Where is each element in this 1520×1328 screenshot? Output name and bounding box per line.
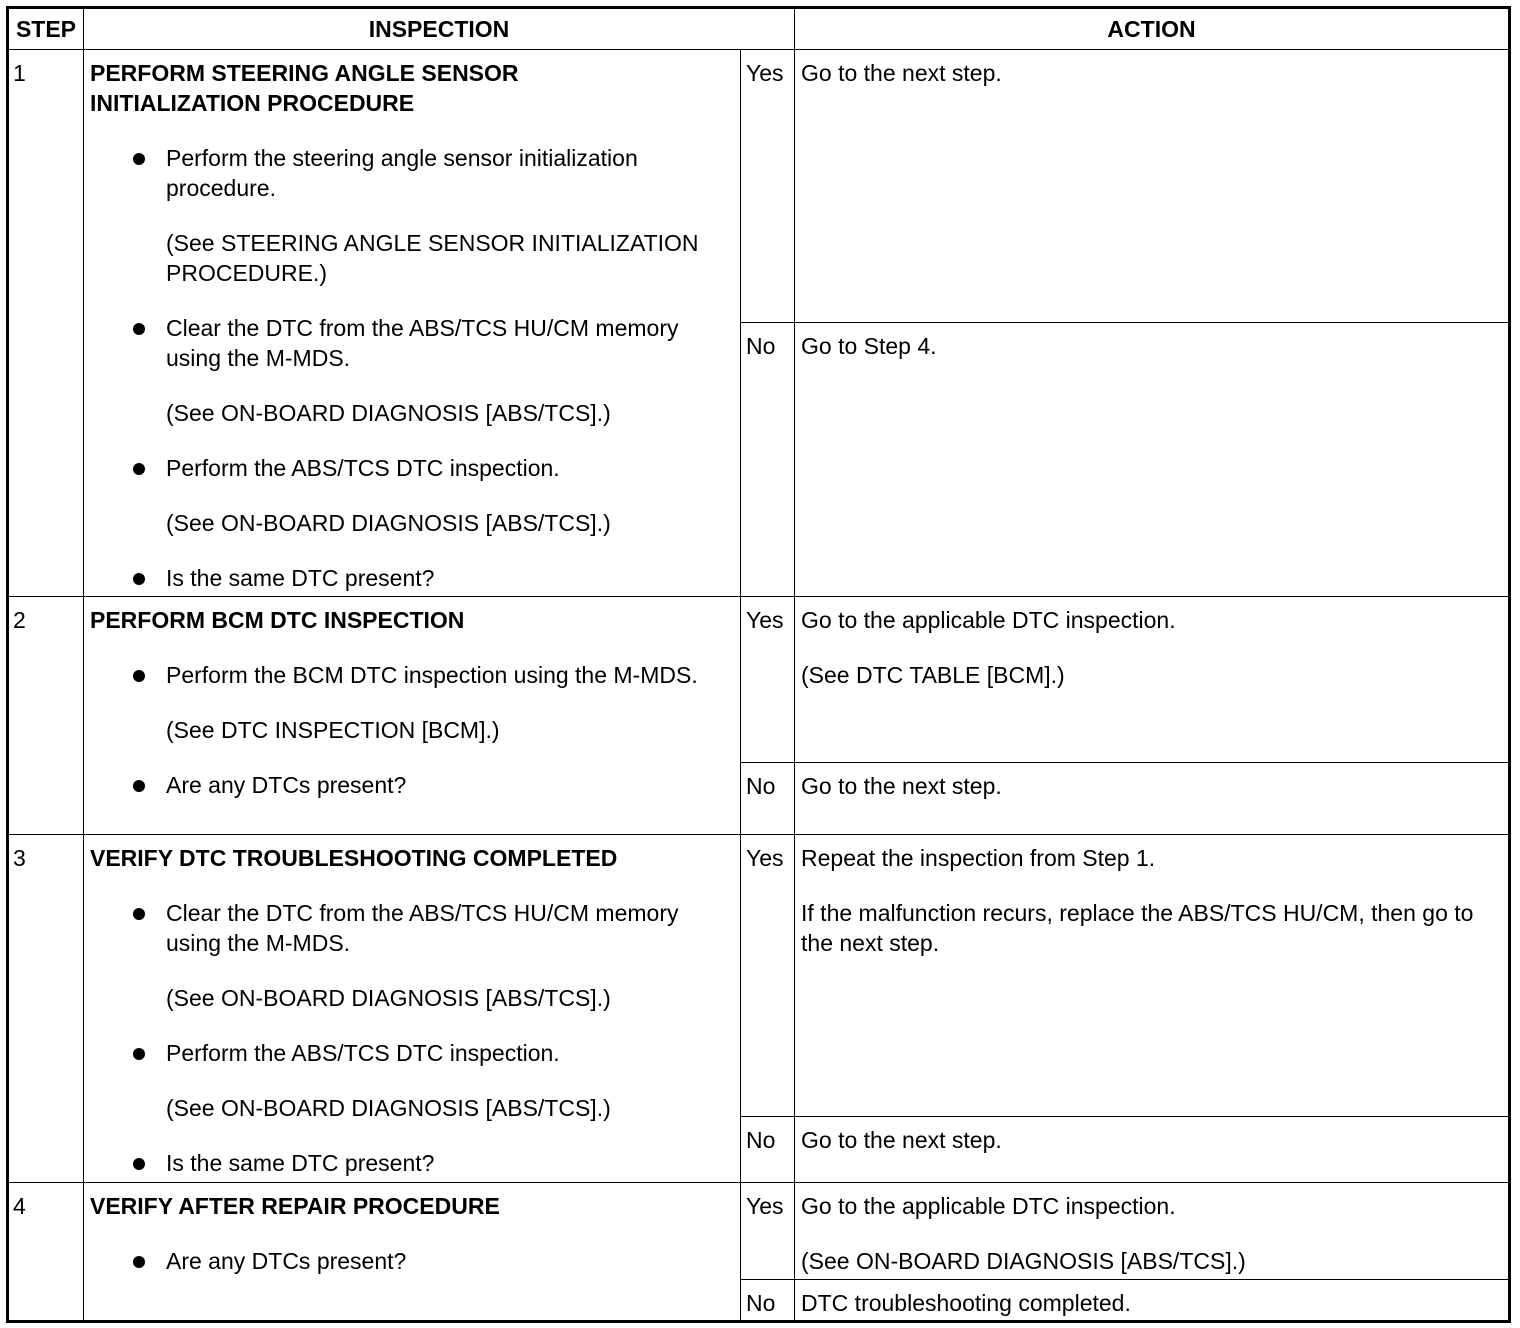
step-3-inspection	[84, 834, 741, 1182]
no-action: Go to Step 4.	[795, 323, 1510, 597]
diagnostic-table	[6, 6, 1511, 1323]
yes-action	[795, 834, 1510, 1116]
step-title: PERFORM BCM DTC INSPECTION	[90, 607, 465, 634]
bullet-icon	[133, 1256, 145, 1268]
yes-action	[795, 597, 1510, 762]
header-step: STEP	[8, 8, 84, 50]
step-number: 1	[8, 50, 84, 597]
reference-text: (See ON-BOARD DIAGNOSIS [ABS/TCS].)	[166, 400, 611, 427]
action-text: Repeat the inspection from Step 1.	[801, 844, 1156, 871]
bullet-item: Is the same DTC present?	[90, 563, 734, 593]
action-text: Go to the applicable DTC inspection.	[801, 607, 1176, 634]
reference-text: (See ON-BOARD DIAGNOSIS [ABS/TCS].)	[166, 1094, 611, 1121]
step-1-inspection	[84, 50, 741, 597]
yes-label: Yes	[741, 50, 795, 323]
bullet-item: Perform the BCM DTC inspection using the M-MDS.	[90, 660, 734, 690]
step-4-inspection	[84, 1182, 741, 1321]
bullet-item: Is the same DTC present?	[90, 1148, 734, 1178]
yes-label: Yes	[741, 834, 795, 1116]
bullet-item: Clear the DTC from the ABS/TCS HU/CM memory using the M-MDS.	[90, 313, 734, 373]
bullet-icon	[133, 908, 145, 920]
bullet-icon	[133, 153, 145, 165]
step-2-yes-row	[8, 597, 1510, 762]
yes-action: Go to the next step.	[795, 50, 1510, 323]
header-inspection: INSPECTION	[84, 8, 795, 50]
action-note: If the malfunction recurs, replace the ABS/TCS HU/CM, then go to the next step.	[801, 899, 1474, 956]
no-label: No	[741, 323, 795, 597]
action-reference: (See DTC TABLE [BCM].)	[801, 662, 1065, 689]
no-label: No	[741, 1116, 795, 1182]
bullet-item: Perform the steering angle sensor initialization procedure.	[90, 143, 734, 203]
bullet-item: Are any DTCs present?	[90, 1246, 734, 1276]
header-action: ACTION	[795, 8, 1510, 50]
bullet-icon	[133, 1158, 145, 1170]
yes-label: Yes	[741, 1182, 795, 1279]
step-title: VERIFY DTC TROUBLESHOOTING COMPLETED	[90, 844, 618, 871]
bullet-icon	[133, 573, 145, 585]
step-number: 3	[8, 834, 84, 1182]
reference-text: (See ON-BOARD DIAGNOSIS [ABS/TCS].)	[166, 984, 611, 1011]
no-action: Go to the next step.	[795, 1116, 1510, 1182]
step-title-cont: INITIALIZATION PROCEDURE	[90, 90, 415, 117]
action-reference: (See ON-BOARD DIAGNOSIS [ABS/TCS].)	[801, 1247, 1246, 1274]
bullet-item: Perform the ABS/TCS DTC inspection.	[90, 453, 734, 483]
bullet-icon	[133, 463, 145, 475]
bullet-icon	[133, 780, 145, 792]
bullet-item: Clear the DTC from the ABS/TCS HU/CM memory using the M-MDS.	[90, 898, 734, 958]
bullet-item: Are any DTCs present?	[90, 770, 734, 800]
step-1-yes-row	[8, 50, 1510, 323]
reference-text: (See DTC INSPECTION [BCM].)	[166, 717, 500, 744]
no-label: No	[741, 1279, 795, 1321]
action-text: Go to the applicable DTC inspection.	[801, 1192, 1176, 1219]
step-number: 4	[8, 1182, 84, 1321]
step-3-yes-row	[8, 834, 1510, 1116]
step-number: 2	[8, 597, 84, 834]
header-row	[8, 8, 1510, 50]
no-action: DTC troubleshooting completed.	[795, 1279, 1510, 1321]
step-2-inspection	[84, 597, 741, 834]
reference-text: (See STEERING ANGLE SENSOR INITIALIZATION PROCEDURE.)	[166, 230, 699, 287]
no-action: Go to the next step.	[795, 762, 1510, 834]
no-label: No	[741, 762, 795, 834]
yes-label: Yes	[741, 597, 795, 762]
bullet-icon	[133, 323, 145, 335]
bullet-icon	[133, 1048, 145, 1060]
step-title: PERFORM STEERING ANGLE SENSOR	[90, 60, 519, 87]
step-title: VERIFY AFTER REPAIR PROCEDURE	[90, 1192, 500, 1219]
bullet-icon	[133, 670, 145, 682]
yes-action	[795, 1182, 1510, 1279]
reference-text: (See ON-BOARD DIAGNOSIS [ABS/TCS].)	[166, 510, 611, 537]
step-4-yes-row	[8, 1182, 1510, 1279]
bullet-item: Perform the ABS/TCS DTC inspection.	[90, 1038, 734, 1068]
